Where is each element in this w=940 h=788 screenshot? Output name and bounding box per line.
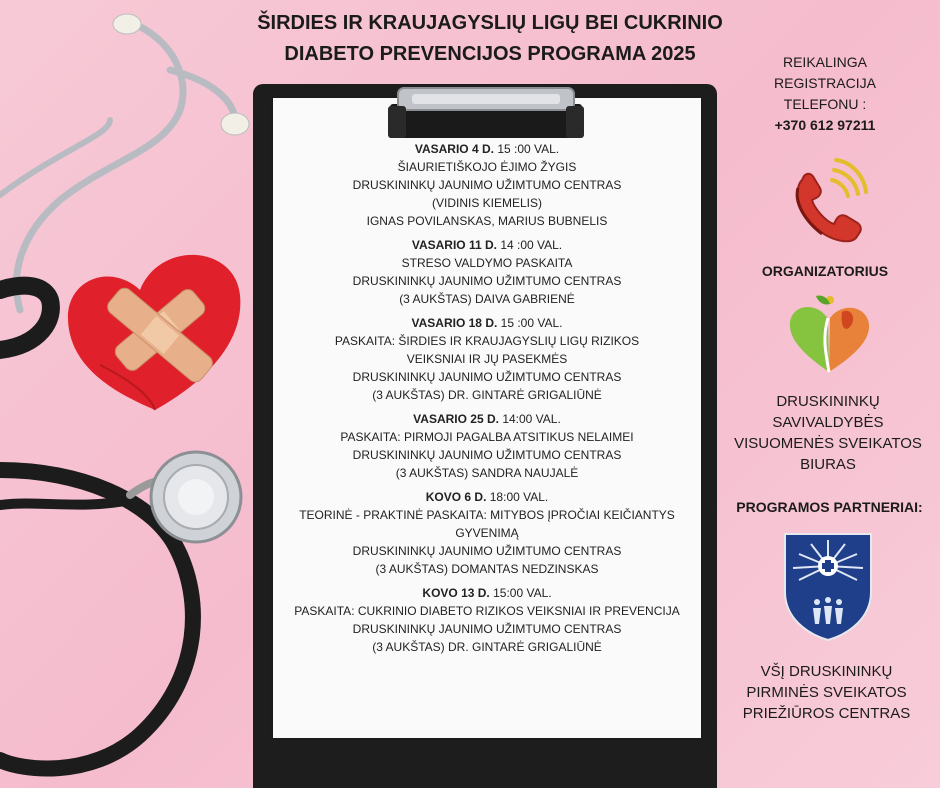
- page-title: [200, 8, 780, 70]
- stethoscope-heart-illustration: [0, 0, 260, 788]
- event-detail: (3 AUKŠTAS) DOMANTAS NEDZINSKAS: [375, 562, 599, 576]
- registration-line: REIKALINGA: [782, 54, 868, 70]
- heart-apple-logo: [786, 294, 872, 374]
- event-item: [273, 488, 701, 578]
- event-date: VASARIO 18 D.: [411, 316, 498, 330]
- event-item: [273, 584, 701, 656]
- event-date: VASARIO 4 D.: [414, 142, 494, 156]
- organizer-line: VISUOMENĖS SVEIKATOS: [734, 435, 922, 452]
- event-time: 14:00 VAL.: [498, 412, 561, 426]
- registration-line: REGISTRACIJA: [774, 75, 876, 91]
- clipboard-clip: [388, 86, 584, 142]
- event-detail: TEORINĖ - PRAKTINĖ PASKAITA: MITYBOS ĮPROČIAI KEIČIANTYS: [299, 508, 675, 522]
- event-date: VASARIO 25 D.: [413, 412, 499, 426]
- event-item: [273, 140, 701, 230]
- title-line-1: ŠIRDIES IR KRAUJAGYSLIŲ LIGŲ BEI CUKRINIO: [257, 12, 723, 34]
- event-detail: (3 AUKŠTAS) DR. GINTARĖ GRIGALIŪNĖ: [372, 388, 602, 402]
- registration-line: TELEFONU :: [783, 96, 867, 112]
- event-detail: (3 AUKŠTAS) DAIVA GABRIENĖ: [399, 292, 575, 306]
- event-date: VASARIO 11 D.: [411, 238, 497, 252]
- organizer-line: BIURAS: [800, 456, 856, 473]
- partners-heading: PROGRAMOS PARTNERIAI:: [736, 499, 923, 515]
- organizer-line: SAVIVALDYBĖS: [772, 414, 884, 431]
- event-detail: (VIDINIS KIEMELIS): [431, 196, 543, 210]
- organizer-line: DRUSKININKŲ: [776, 393, 880, 410]
- event-detail: DRUSKININKŲ JAUNIMO UŽIMTUMO CENTRAS: [352, 448, 622, 462]
- partner-name: [724, 661, 929, 724]
- event-item: [273, 236, 701, 308]
- event-item: [273, 314, 701, 404]
- partner-line: PIRMINĖS SVEIKATOS: [746, 684, 907, 701]
- event-list: [273, 140, 701, 662]
- event-detail: GYVENIMĄ: [455, 526, 519, 540]
- event-detail: PASKAITA: CUKRINIO DIABETO RIZIKOS VEIKSNIAI IR PREVENCIJA: [294, 604, 680, 618]
- event-date: KOVO 6 D.: [425, 490, 487, 504]
- event-time: 15 :00 VAL.: [493, 142, 560, 156]
- registration-info: [750, 52, 900, 136]
- event-date: KOVO 13 D.: [422, 586, 490, 600]
- telephone-handset-icon: [788, 158, 868, 246]
- event-detail: ŠIAURIETIŠKOJO ĖJIMO ŽYGIS: [397, 160, 577, 174]
- event-detail: VEIKSNIAI IR JŲ PASEKMĖS: [406, 352, 568, 366]
- event-detail: IGNAS POVILANSKAS, MARIUS BUBNELIS: [366, 214, 608, 228]
- event-time: 15 :00 VAL.: [497, 316, 563, 330]
- event-detail: PASKAITA: PIRMOJI PAGALBA ATSITIKUS NELAIMEI: [340, 430, 634, 444]
- event-item: [273, 410, 701, 482]
- event-detail: DRUSKININKŲ JAUNIMO UŽIMTUMO CENTRAS: [352, 178, 622, 192]
- title-line-2: DIABETO PREVENCIJOS PROGRAMA 2025: [284, 43, 696, 65]
- event-detail: DRUSKININKŲ JAUNIMO UŽIMTUMO CENTRAS: [352, 274, 622, 288]
- event-time: 14 :00 VAL.: [496, 238, 563, 252]
- phone-number: +370 612 97211: [774, 117, 876, 133]
- event-detail: PASKAITA: ŠIRDIES IR KRAUJAGYSLIŲ LIGŲ RIZIKOS: [334, 334, 640, 348]
- event-detail: DRUSKININKŲ JAUNIMO UŽIMTUMO CENTRAS: [352, 370, 622, 384]
- shield-cross-logo: [783, 532, 873, 642]
- event-time: 15:00 VAL.: [489, 586, 552, 600]
- event-time: 18:00 VAL.: [486, 490, 549, 504]
- event-detail: (3 AUKŠTAS) SANDRA NAUJALĖ: [395, 466, 579, 480]
- partner-line: VŠĮ DRUSKININKŲ: [760, 663, 893, 680]
- event-detail: DRUSKININKŲ JAUNIMO UŽIMTUMO CENTRAS: [352, 544, 622, 558]
- event-detail: STRESO VALDYMO PASKAITA: [401, 256, 573, 270]
- partner-line: PRIEŽIŪROS CENTRAS: [742, 705, 911, 722]
- organizer-name: [728, 391, 928, 475]
- event-detail: (3 AUKŠTAS) DR. GINTARĖ GRIGALIŪNĖ: [372, 640, 602, 654]
- event-detail: DRUSKININKŲ JAUNIMO UŽIMTUMO CENTRAS: [352, 622, 622, 636]
- organizer-heading: ORGANIZATORIUS: [761, 263, 889, 279]
